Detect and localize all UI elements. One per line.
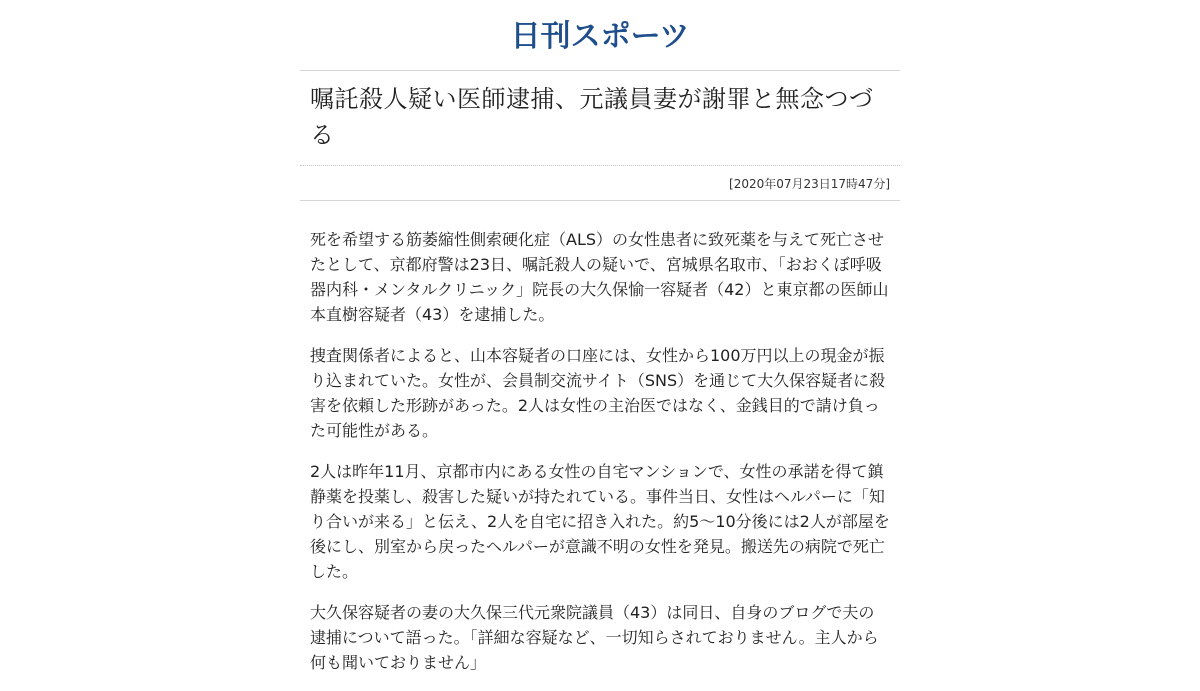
- content-column: [300, 0, 900, 691]
- article-paragraph: 2人は昨年11月、京都市内にある女性の自宅マンションで、女性の承諾を得て鎮静薬を投薬し、殺害した疑いが持たれている。事件当日、女性はヘルパーに「知り合いが来る」と伝え、2人を自宅に招き入れた。約5～10分後には2人が部屋を後にし、別室から戻ったヘルパーが意識不明の女性を発見。搬送先の病院で死亡した。: [310, 462, 890, 581]
- site-logo-wordmark: 日刊スポーツ: [510, 19, 690, 54]
- headline-area: [300, 71, 900, 166]
- article-body: [300, 201, 900, 675]
- article-headline: 嘱託殺人疑い医師逮捕、元議員妻が謝罪と無念つづる: [310, 85, 874, 149]
- article-paragraph: 捜査関係者によると、山本容疑者の口座には、女性から100万円以上の現金が振り込まれていた。女性が、会員制交流サイト（SNS）を通じて大久保容疑者に殺害を依頼した形跡があった。2人は女性の主治医ではなく、金銭目的で請け負った可能性がある。: [310, 346, 886, 440]
- dateline-area: [300, 166, 900, 201]
- article-timestamp: [2020年07月23日17時47分]: [729, 176, 890, 191]
- masthead: [300, 0, 900, 71]
- article-paragraph: 死を希望する筋萎縮性側索硬化症（ALS）の女性患者に致死薬を与えて死亡させたとして、京都府警は23日、嘱託殺人の疑いで、宮城県名取市、「おおくぼ呼吸器内科・メンタルクリニック」院長の大久保愉一容疑者（42）と東京都の医師山本直樹容疑者（43）を逮捕した。: [310, 230, 889, 324]
- article-paragraph: 大久保容疑者の妻の大久保三代元衆院議員（43）は同日、自身のブログで夫の逮捕について語った。「詳細な容疑など、一切知らされておりません。主人から何も聞いておりません」: [310, 603, 879, 672]
- site-logo[interactable]: [510, 18, 690, 54]
